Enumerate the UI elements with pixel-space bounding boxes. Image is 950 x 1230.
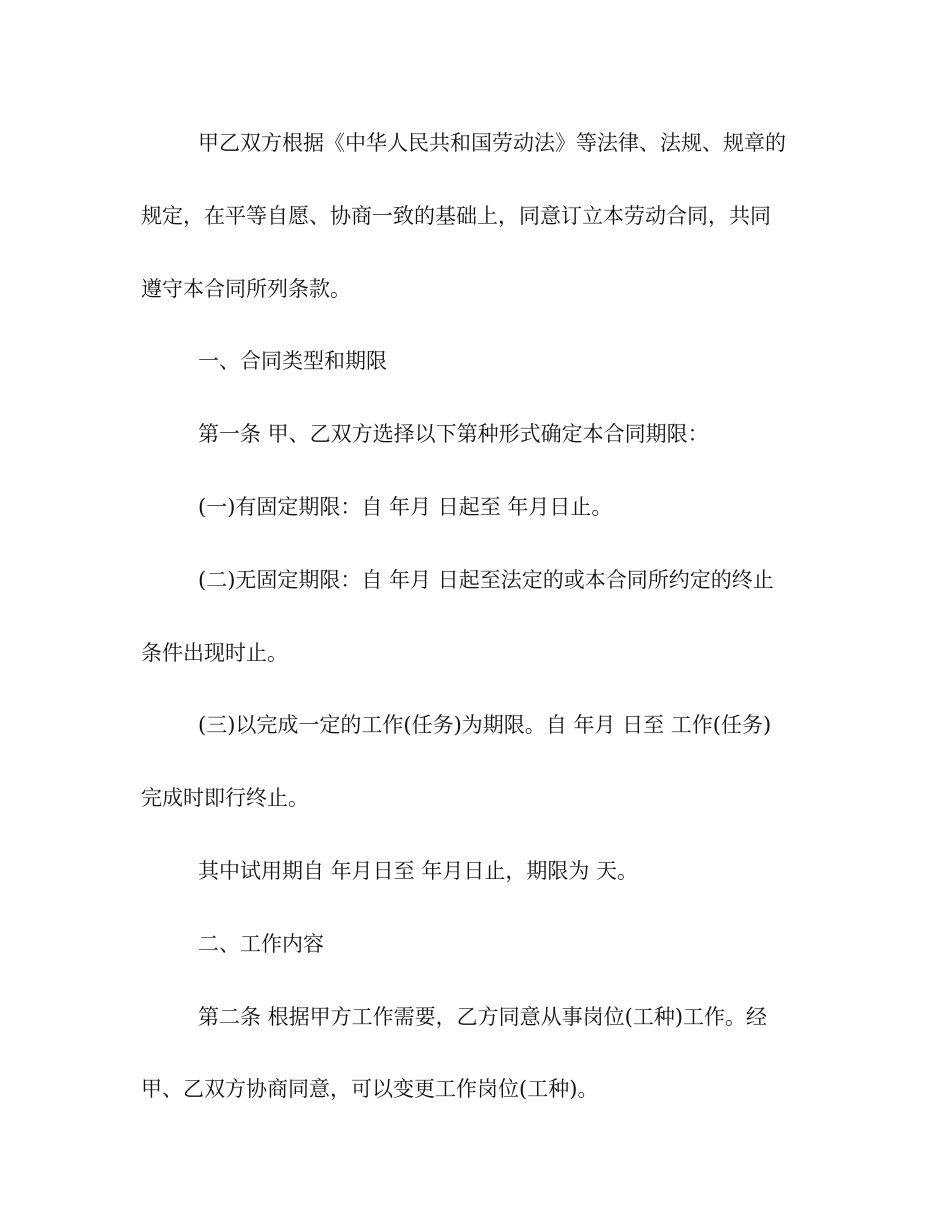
section-heading: 一、合同类型和期限 <box>198 349 387 374</box>
document-body <box>141 116 811 1135</box>
clause-line: (二)无固定期限：自 年月 日起至法定的或本合同所约定的终止 <box>198 567 774 592</box>
article-line: 甲、乙双方协商同意，可以变更工作岗位(工种)。 <box>141 1077 599 1102</box>
clause-line: 完成时即行终止。 <box>141 786 309 811</box>
section-heading: 二、工作内容 <box>198 931 324 956</box>
clause-line: (一)有固定期限：自 年月 日起至 年月日止。 <box>198 494 613 519</box>
paragraph-line: 规定，在平等自愿、协商一致的基础上，同意订立本劳动合同，共同 <box>141 203 771 228</box>
clause-line: 条件出现时止。 <box>141 640 288 665</box>
paragraph-line: 遵守本合同所列条款。 <box>141 276 351 301</box>
article-line: 第二条 根据甲方工作需要，乙方同意从事岗位(工种)工作。经 <box>198 1004 768 1029</box>
clause-line: (三)以完成一定的工作(任务)为期限。自 年月 日至 工作(任务) <box>198 713 772 738</box>
paragraph-line: 甲乙双方根据《中华人民共和国劳动法》等法律、法规、规章的 <box>198 131 786 155</box>
paragraph-line: 其中试用期自 年月日至 年月日止，期限为 天。 <box>198 858 639 883</box>
article-line: 第一条 甲、乙双方选择以下第种形式确定本合同期限： <box>198 422 709 447</box>
